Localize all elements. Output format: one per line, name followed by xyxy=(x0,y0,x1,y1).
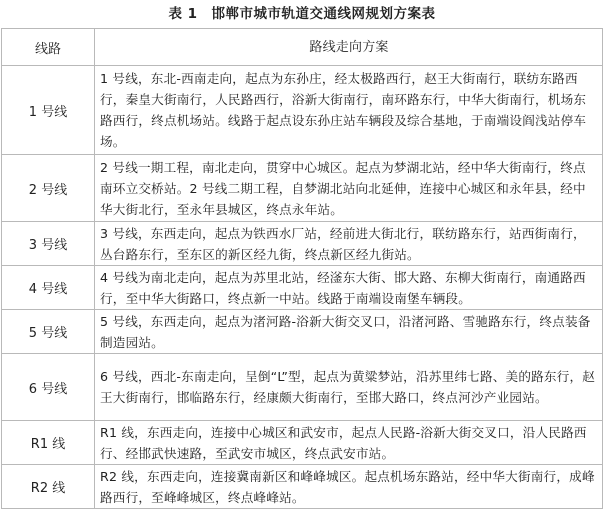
route-desc-cell: 2 号线一期工程，南北走向，贯穿中心城区。起点为梦湖北站，经中华大街南行，终点南环立交桥站。2 号线二期工程，自梦湖北站向北延伸，连接中心城区和永年县，经中华大街北行，至永年县城区，终点永年站。 xyxy=(95,155,603,222)
table-row xyxy=(2,222,603,266)
route-desc-cell: 3 号线，东西走向，起点为铁西水厂站，经前进大街北行，联纺路东行，站西街南行，丛台路东行，至东区的新区经九街，终点新区经九街站。 xyxy=(95,222,603,266)
line-name-cell: R1 线 xyxy=(2,421,95,465)
table-row xyxy=(2,266,603,310)
table-row xyxy=(2,310,603,354)
line-name-cell: 3 号线 xyxy=(2,222,95,266)
table-row xyxy=(2,354,603,421)
route-plan-table xyxy=(1,28,603,509)
line-name-cell: 1 号线 xyxy=(2,66,95,155)
route-desc-cell: R2 线，东西走向，连接冀南新区和峰峰城区。起点机场东路站，经中华大街南行，成峰路西行，至峰峰城区，终点峰峰站。 xyxy=(95,465,603,509)
table-row xyxy=(2,66,603,155)
line-name-cell: 6 号线 xyxy=(2,354,95,421)
header-line: 线路 xyxy=(2,29,95,66)
table-row xyxy=(2,155,603,222)
table-row xyxy=(2,465,603,509)
line-name-cell: 2 号线 xyxy=(2,155,95,222)
table-title: 表 1 邯郸市城市轨道交通线网规划方案表 xyxy=(168,6,436,22)
table-header-row xyxy=(2,29,603,66)
header-route: 路线走向方案 xyxy=(95,29,603,66)
line-name-cell: 5 号线 xyxy=(2,310,95,354)
route-desc-cell: R1 线，东西走向，连接中心城区和武安市，起点人民路-浴新大街交叉口，沿人民路西行、经邯武快速路，至武安市城区，终点武安市站。 xyxy=(95,421,603,465)
line-name-cell: R2 线 xyxy=(2,465,95,509)
route-desc-cell: 1 号线，东北-西南走向，起点为东孙庄，经太极路西行，赵王大街南行，联纺东路西行，秦皇大街南行，人民路西行，浴新大街南行，南环路东行，中华大街南行，机场东路西行，终点机场站。线路于起点设东孙庄站车辆段及综合基地，于南端设阎浅站停车场。 xyxy=(95,66,603,155)
route-desc-cell: 4 号线为南北走向，起点为苏里北站，经滏东大街、邯大路、东柳大街南行，南通路西行，至中华大街路口，终点新一中站。线路于南端设南堡车辆段。 xyxy=(95,266,603,310)
table-row xyxy=(2,421,603,465)
line-name-cell: 4 号线 xyxy=(2,266,95,310)
route-desc-cell: 5 号线，东西走向，起点为渚河路-浴新大街交叉口，沿渚河路、雪驰路东行，终点装备制造园站。 xyxy=(95,310,603,354)
route-desc-cell: 6 号线，西北-东南走向，呈倒“L”型，起点为黄粱梦站，沿苏里纬七路、美的路东行，赵王大街南行，邯临路东行，经康颇大街南行，至邯大路口，终点河沙产业园站。 xyxy=(95,354,603,421)
